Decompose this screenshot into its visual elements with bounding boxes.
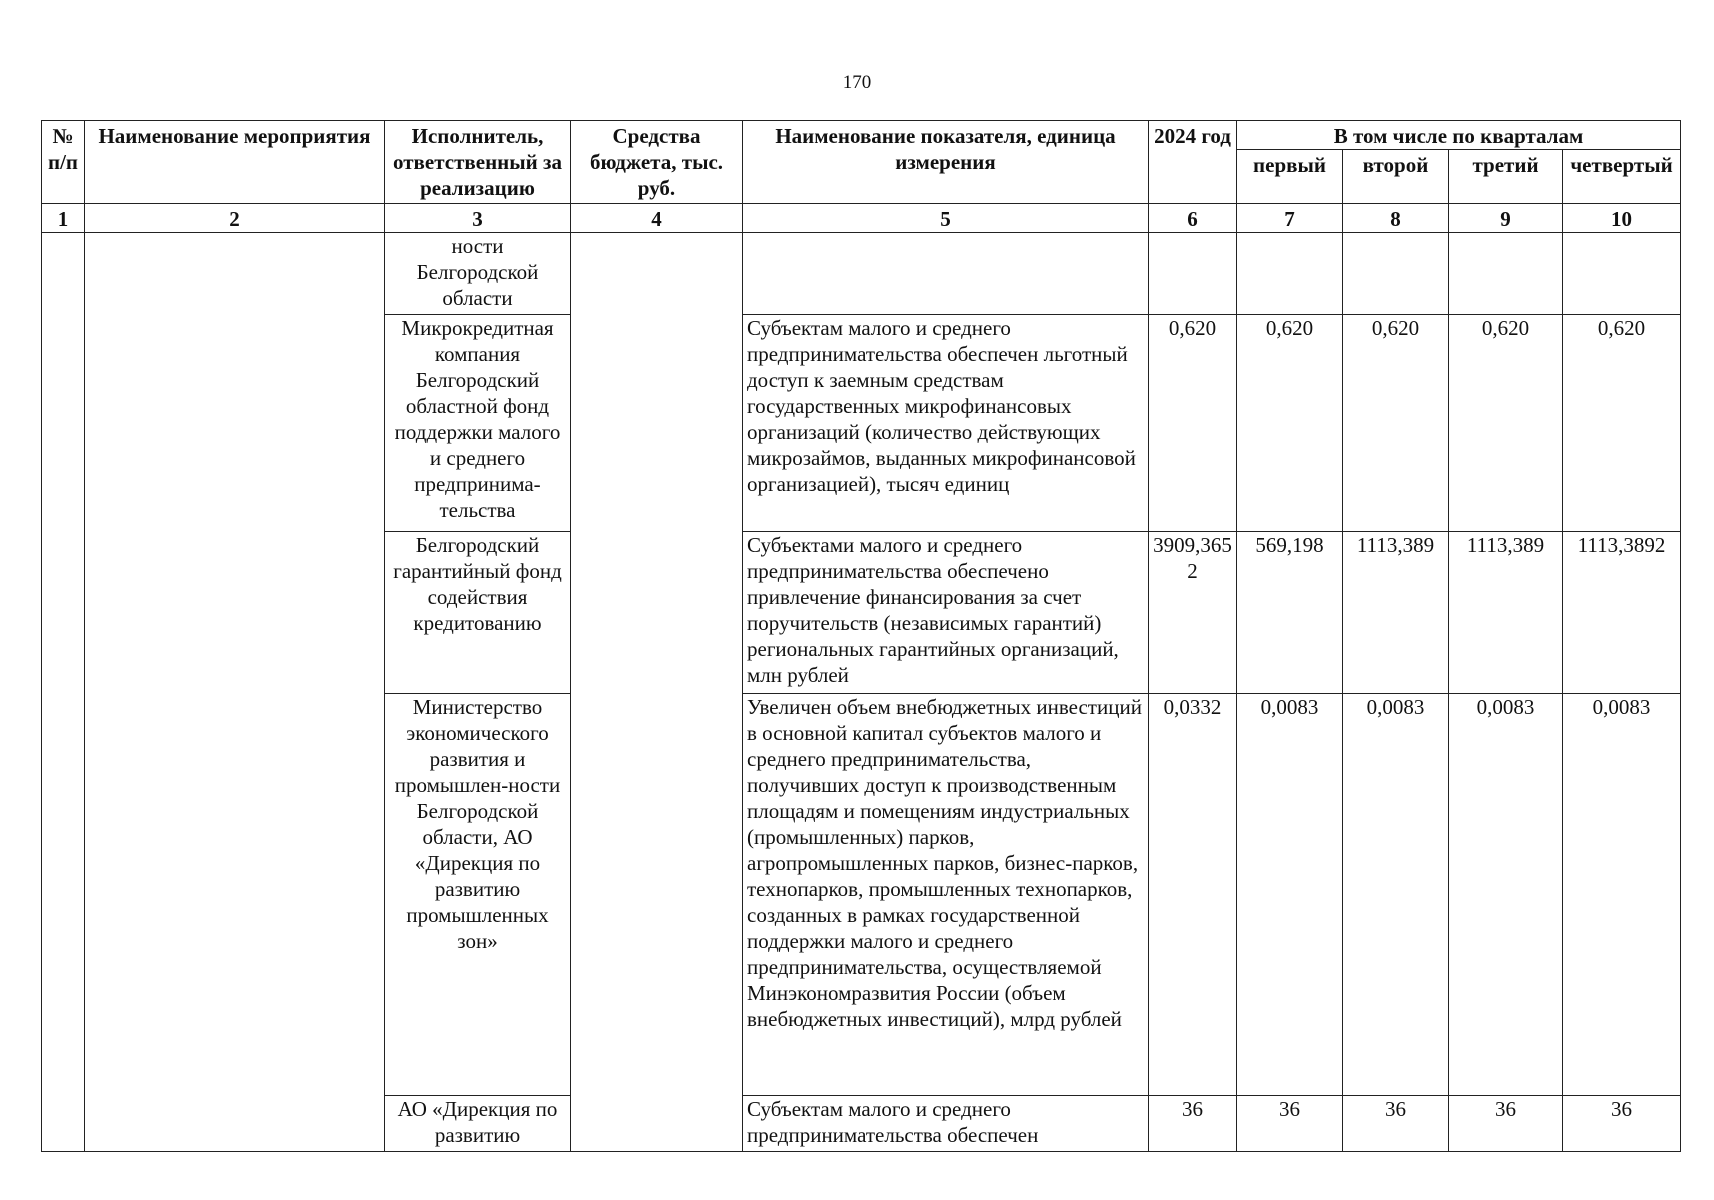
cell-budget [571,233,743,1152]
header-number: № п/п [42,121,85,204]
header-indicator: Наименование показателя, единица измерения [743,121,1149,204]
cell-number [42,233,85,1152]
column-number-row [42,204,1681,233]
cell-measure-name [85,233,385,1152]
column-number: 5 [743,204,1149,233]
cell-executor: ности Белгородской области [385,233,571,315]
header-q3: третий [1449,150,1563,204]
column-number: 6 [1149,204,1237,233]
column-number: 4 [571,204,743,233]
column-number: 2 [85,204,385,233]
column-number: 3 [385,204,571,233]
cell-q1: 36 [1237,1096,1343,1152]
cell-year: 0,0332 [1149,694,1237,1096]
header-year: 2024 год [1149,121,1237,204]
cell-indicator [743,233,1149,315]
cell-q1 [1237,233,1343,315]
cell-executor: Министерство экономического развития и промышлен-ности Белгородской области, АО «Дирекция по развитию промышленных зон» [385,694,571,1096]
header-budget: Средства бюджета, тыс. руб. [571,121,743,204]
header-q1: первый [1237,150,1343,204]
cell-q3: 0,0083 [1449,694,1563,1096]
cell-q3: 36 [1449,1096,1563,1152]
measures-table [41,120,1681,1152]
cell-q3 [1449,233,1563,315]
cell-year: 0,620 [1149,315,1237,532]
cell-q2: 1113,389 [1343,532,1449,694]
cell-q2: 0,0083 [1343,694,1449,1096]
cell-q4: 1113,3892 [1563,532,1681,694]
header-q4: четвертый [1563,150,1681,204]
header-q2: второй [1343,150,1449,204]
header-quarters-group: В том числе по кварталам [1237,121,1681,150]
column-number: 1 [42,204,85,233]
cell-indicator: Субъектам малого и среднего предпринимательства обеспечен льготный доступ к заемным средствам государственных микрофинансовых организаций (количество действующих микрозаймов, выданных микрофинансовой организацией), тысяч единиц [743,315,1149,532]
cell-q3: 0,620 [1449,315,1563,532]
column-number: 7 [1237,204,1343,233]
cell-executor: Белгородский гарантийный фонд содействия кредитованию [385,532,571,694]
column-number: 9 [1449,204,1563,233]
column-number: 8 [1343,204,1449,233]
cell-q2 [1343,233,1449,315]
cell-q4: 0,0083 [1563,694,1681,1096]
cell-q1: 0,620 [1237,315,1343,532]
cell-q4 [1563,233,1681,315]
header-measure-name: Наименование мероприятия [85,121,385,204]
cell-executor: Микрокредитная компания Белгородский областной фонд поддержки малого и среднего предпринима-тельства [385,315,571,532]
cell-q4: 0,620 [1563,315,1681,532]
header-executor: Исполнитель, ответственный за реализацию [385,121,571,204]
cell-q2: 36 [1343,1096,1449,1152]
column-number: 10 [1563,204,1681,233]
cell-q4: 36 [1563,1096,1681,1152]
cell-q1: 0,0083 [1237,694,1343,1096]
cell-year: 3909,3652 [1149,532,1237,694]
page-number: 170 [842,72,872,93]
table-row [42,233,1681,315]
cell-executor: АО «Дирекция по развитию [385,1096,571,1152]
cell-q3: 1113,389 [1449,532,1563,694]
cell-year [1149,233,1237,315]
cell-q1: 569,198 [1237,532,1343,694]
cell-indicator: Увеличен объем внебюджетных инвестиций в основной капитал субъектов малого и среднего предпринимательства, получивших доступ к производственным площадям и помещениям индустриальных (промышленных) парков, агропромышленных парков, бизнес-парков, технопарков, промышленных технопарков, созданных в рамках государственной поддержки малого и среднего предпринимательства, осуществляемой Минэкономразвития России (объем внебюджетных инвестиций), млрд рублей [743,694,1149,1096]
cell-year: 36 [1149,1096,1237,1152]
cell-indicator: Субъектам малого и среднего предпринимательства обеспечен [743,1096,1149,1152]
cell-q2: 0,620 [1343,315,1449,532]
cell-indicator: Субъектами малого и среднего предпринимательства обеспечено привлечение финансирования за счет поручительств (независимых гарантий) региональных гарантийных организаций, млн рублей [743,532,1149,694]
